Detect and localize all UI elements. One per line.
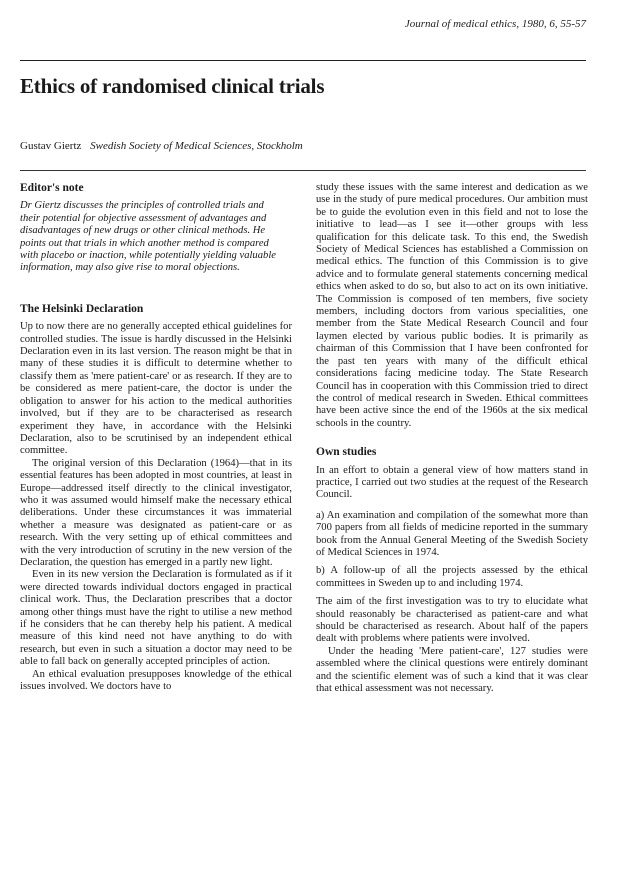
byline-rule	[20, 170, 586, 171]
helsinki-paragraph-4: An ethical evaluation presupposes knowledge of the ethical issues involved. We doctors have to	[20, 668, 292, 693]
helsinki-paragraph-2: The original version of this Declaration (1964)—that in its essential features has been adopted in most countries, at least in Europe—addressed itself directly to the clinical investigator, who it was assumed would himself make the necessary ethical deliberations. Under these circumstances it was immaterial whether a measure was designated as patient-care or as research. With the very setting up of ethical committees and with the very introduction of scrutiny in the new version of the Declaration, the question has emerged in a partly new light.	[20, 457, 292, 568]
own-studies-paragraph-2: Under the heading 'Mere patient-care', 127 studies were assembled where the clinical questions were entirely dominant and the scientific element was of such a kind that it was clear that ethical assessment was not necessary.	[316, 645, 588, 695]
own-studies-item-a: a) An examination and compilation of the somewhat more than 700 papers from all fields of medicine reported in the summary book from the Annual General Meeting of the Swedish Society of Medical Sciences in 1974.	[316, 509, 588, 558]
header-rule	[20, 60, 586, 61]
own-studies-paragraph-1: The aim of the first investigation was to try to elucidate what should reasonably be characterised as patient-care and what should be characterised as research. About half of the papers dealt with problems where patients were involved.	[316, 596, 588, 645]
own-studies-item-b: b) A follow-up of all the projects assessed by the ethical committees in Sweden up to and including 1974.	[316, 565, 588, 589]
own-studies-intro: In an effort to obtain a general view of how matters stand in practice, I carried out two studies at the request of the Research Council.	[316, 464, 588, 501]
editors-note-text: Dr Giertz discusses the principles of controlled trials and their potential for objective assessment of advantages and disadvantages of new drugs or other clinical methods. He points out that trials in which another method is compared with placebo or inaction, while potentially yielding valuable information, may also give rise to moral objections.	[20, 200, 276, 274]
right-column	[316, 182, 588, 695]
editors-note-heading: Editor's note	[20, 182, 84, 194]
journal-citation: Journal of medical ethics, 1980, 6, 55-57	[404, 18, 586, 30]
helsinki-paragraph-1: Up to now there are no generally accepted ethical guidelines for controlled studies. The issue is hardly discussed in the Helsinki Declaration even in its last version. The reason might be that in many of these studies it is difficult to determine whether to classify them as 'mere patient-care' or as research. If they are to be considered as mere patient-care, the doctor is under the obligation to answer for his action to the medical authorities involved, but if they are to be characterised as research experiment they have, in accordance with the Helsinki Declaration, also to be scrutinised by an independent ethical committee.	[20, 321, 292, 457]
helsinki-heading: The Helsinki Declaration	[20, 302, 144, 315]
byline	[20, 140, 303, 152]
own-studies-heading: Own studies	[316, 446, 377, 459]
left-column	[20, 182, 292, 693]
continued-paragraph: study these issues with the same interest and dedication as we use in the study of pure medical procedures. Our ambition must be to guide the evolution even in this field and not to lose the initiative to lead—as I see it—other groups with less qualification for this delicate task. To this end, the Swedish Society of Medical Sciences has established a Commission on medical ethics. The function of this Commission is to give advice and to formulate general statements concerning medical ethics when asked to do so, but also to act on its own initiative. The Commission is composed of ten members, five society members, including doctors from various specialities, one member from the State Medical Research Council and four laymen elected by various public bodies. It is primarily as chairman of this Commission that I have been confronted for the past ten years with many of the difficult ethical considerations facing medicine today. The State Research Council has in cooperation with this Commission tried to direct the control of medical research in Sweden. Ethical committees have been active since the end of the 1960s at the six medical schools in the country.	[316, 182, 588, 429]
author-affiliation: Swedish Society of Medical Sciences, Stockholm	[90, 140, 303, 152]
article-title: Ethics of randomised clinical trials	[20, 74, 325, 98]
helsinki-paragraph-3: Even in its new version the Declaration is formulated as if it were directed towards individual doctors engaged in practical clinical work. Thus, the Declaration prescribes that a doctor among other things must have the right to utilise a new method if he considers that he can thereby help his patient. A medical measure of this kind need not have anything to do with research, but even in such a situation a doctor may need to be able to fall back on generally accepted principles of action.	[20, 569, 292, 668]
author-name: Gustav Giertz	[20, 140, 82, 152]
